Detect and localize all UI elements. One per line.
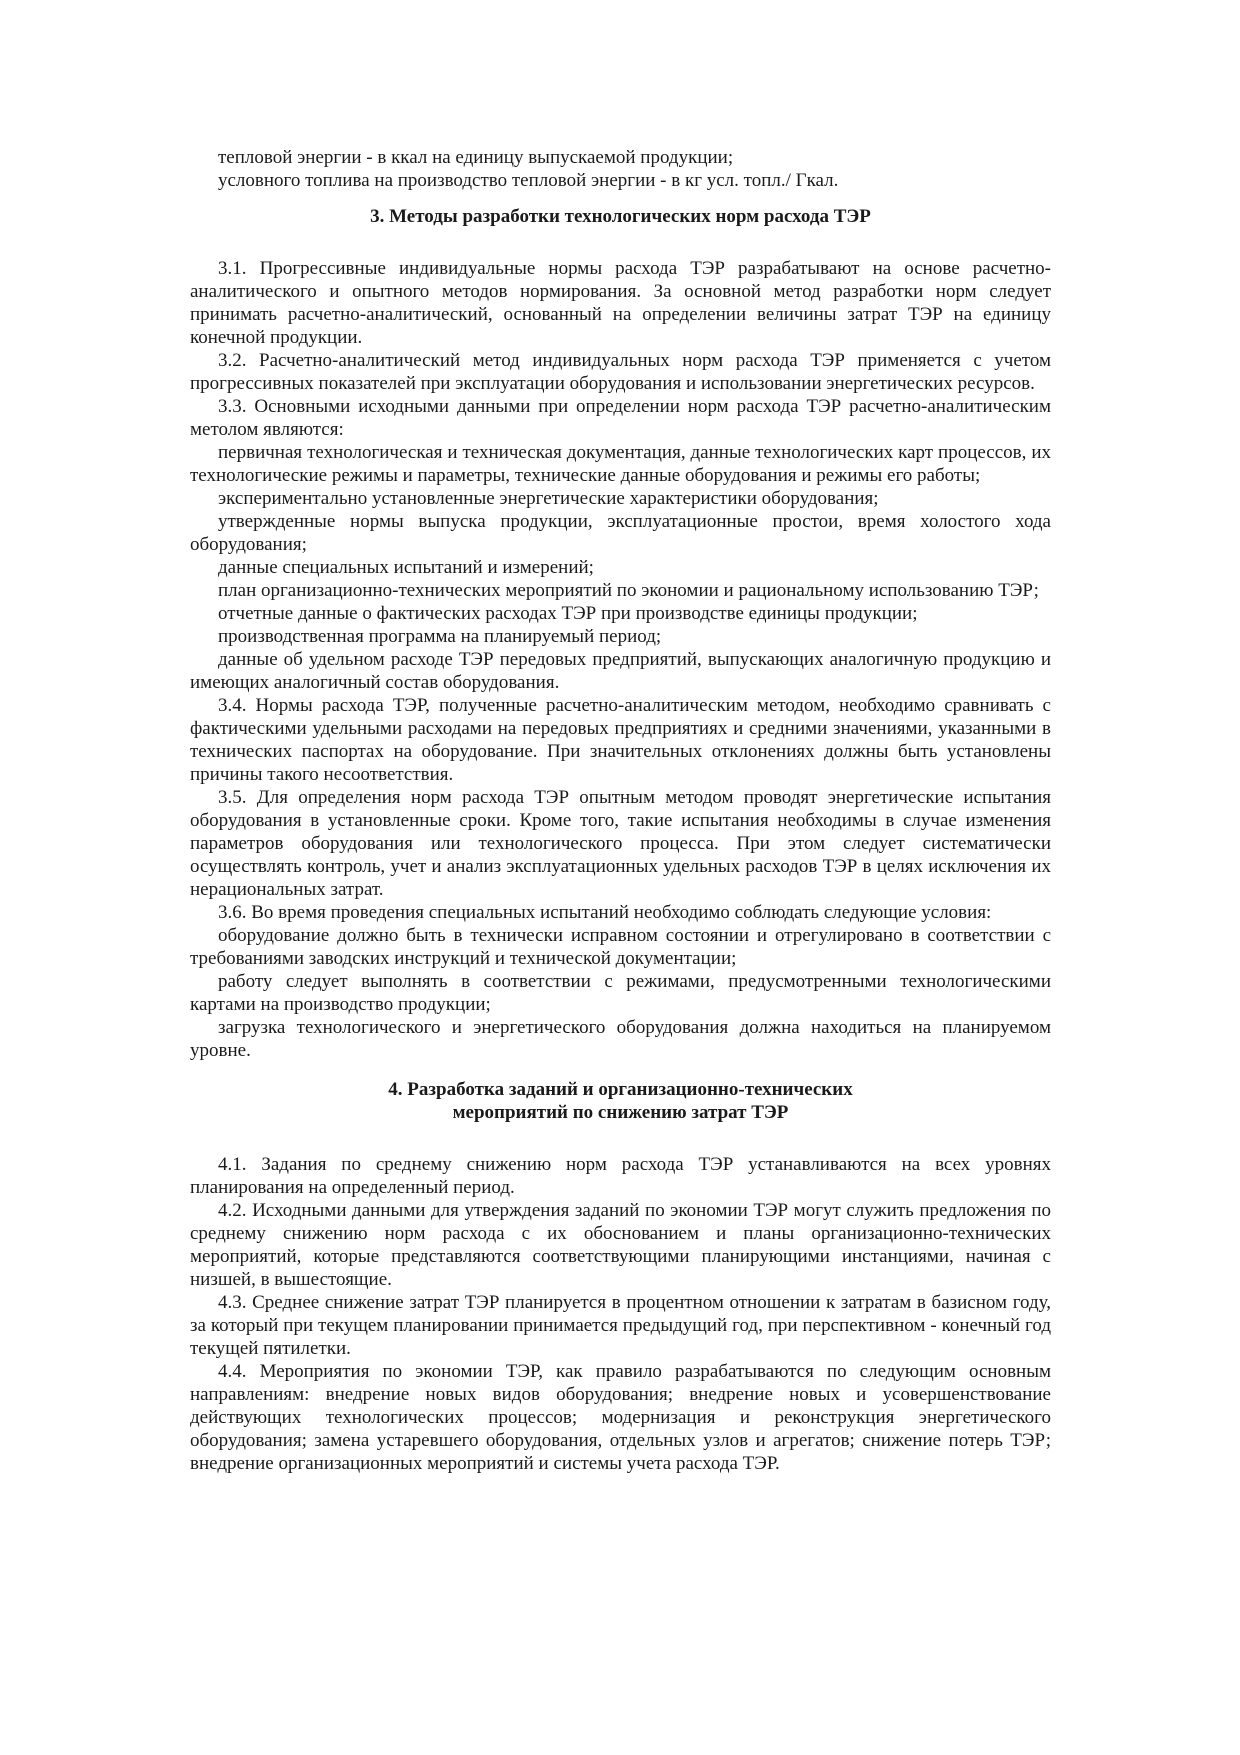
paragraph: 4.4. Мероприятия по экономии ТЭР, как правило разрабатываются по следующим основным направлениям: внедрение новых видов оборудования; внедрение новых и усовершенствование действующих технологических процессов; модернизация и реконструкция энергетического оборудования; замена устаревшего оборудования, отдельных узлов и агрегатов; снижение потерь ТЭР; внедрение организационных мероприятий и системы учета расхода ТЭР.	[190, 1361, 1051, 1474]
document-page	[190, 146, 1051, 1475]
paragraph: 3.3. Основными исходными данными при определении норм расхода ТЭР расчетно-аналитическим метолом являются:	[190, 396, 1051, 440]
list-item: утвержденные нормы выпуска продукции, эксплуатационные простои, время холостого хода оборудования;	[190, 511, 1051, 555]
paragraph: 3.5. Для определения норм расхода ТЭР опытным методом проводят энергетические испытания оборудования в установленные сроки. Кроме того, такие испытания необходимы в случае изменения параметров оборудования или технологического процесса. При этом следует систематически осуществлять контроль, учет и анализ эксплуатационных удельных расходов ТЭР в целях исключения их нерациональных затрат.	[190, 787, 1051, 900]
list-item: план организационно-технических мероприятий по экономии и рациональному использованию ТЭР;	[218, 580, 1039, 601]
list-item: экспериментально установленные энергетические характеристики оборудования;	[218, 488, 879, 509]
paragraph: 4.1. Задания по среднему снижению норм расхода ТЭР устанавливаются на всех уровнях планирования на определенный период.	[190, 1154, 1051, 1198]
paragraph: 3.1. Прогрессивные индивидуальные нормы расхода ТЭР разрабатывают на основе расчетно-аналитического и опытного методов нормирования. За основной метод разработки норм следует принимать расчетно-аналитический, основанный на определении величины затрат ТЭР на единицу конечной продукции.	[190, 258, 1051, 348]
section-4-heading-line: 4. Разработка заданий и организационно-технических	[388, 1079, 853, 1100]
list-item: первичная технологическая и техническая документация, данные технологических карт процессов, их технологические режимы и параметры, технические данные оборудования и режимы его работы;	[190, 442, 1051, 486]
intro-line: тепловой энергии - в ккал на единицу выпускаемой продукции;	[218, 147, 734, 168]
section-3-heading: 3. Методы разработки технологических норм расхода ТЭР	[370, 206, 871, 227]
list-item: загрузка технологического и энергетического оборудования должна находиться на планируемом уровне.	[190, 1017, 1051, 1061]
paragraph: 3.2. Расчетно-аналитический метод индивидуальных норм расхода ТЭР применяется с учетом прогрессивных показателей при эксплуатации оборудования и использовании энергетических ресурсов.	[190, 350, 1051, 394]
paragraph: 4.2. Исходными данными для утверждения заданий по экономии ТЭР могут служить предложения по среднему снижению норм расхода с их обоснованием и планы организационно-технических мероприятий, которые представляются соответствующими планирующими инстанциями, начиная с низшей, в вышестоящие.	[190, 1200, 1051, 1290]
list-item: работу следует выполнять в соответствии с режимами, предусмотренными технологическими картами на производство продукции;	[190, 971, 1051, 1015]
list-item: производственная программа на планируемый период;	[218, 626, 662, 647]
list-item: отчетные данные о фактических расходах ТЭР при производстве единицы продукции;	[218, 603, 918, 624]
section-4-heading	[190, 1078, 1051, 1124]
intro-line: условного топлива на производство тепловой энергии - в кг усл. топл./ Гкал.	[218, 170, 839, 191]
paragraph: 3.4. Нормы расхода ТЭР, полученные расчетно-аналитическим методом, необходимо сравнивать с фактическими удельными расходами на передовых предприятиях и средними значениями, указанными в технических паспортах на оборудование. При значительных отклонениях должны быть установлены причины такого несоответствия.	[190, 695, 1051, 785]
list-item: оборудование должно быть в технически исправном состоянии и отрегулировано в соответствии с требованиями заводских инструкций и технической документации;	[190, 925, 1051, 969]
section-4-heading-line: мероприятий по снижению затрат ТЭР	[452, 1102, 789, 1123]
list-item: данные об удельном расходе ТЭР передовых предприятий, выпускающих аналогичную продукцию и имеющих аналогичный состав оборудования.	[190, 649, 1051, 693]
list-item: данные специальных испытаний и измерений;	[218, 557, 594, 578]
paragraph: 4.3. Среднее снижение затрат ТЭР планируется в процентном отношении к затратам в базисном году, за который при текущем планировании принимается предыдущий год, при перспективном - конечный год текущей пятилетки.	[190, 1292, 1051, 1359]
paragraph: 3.6. Во время проведения специальных испытаний необходимо соблюдать следующие условия:	[218, 902, 992, 923]
